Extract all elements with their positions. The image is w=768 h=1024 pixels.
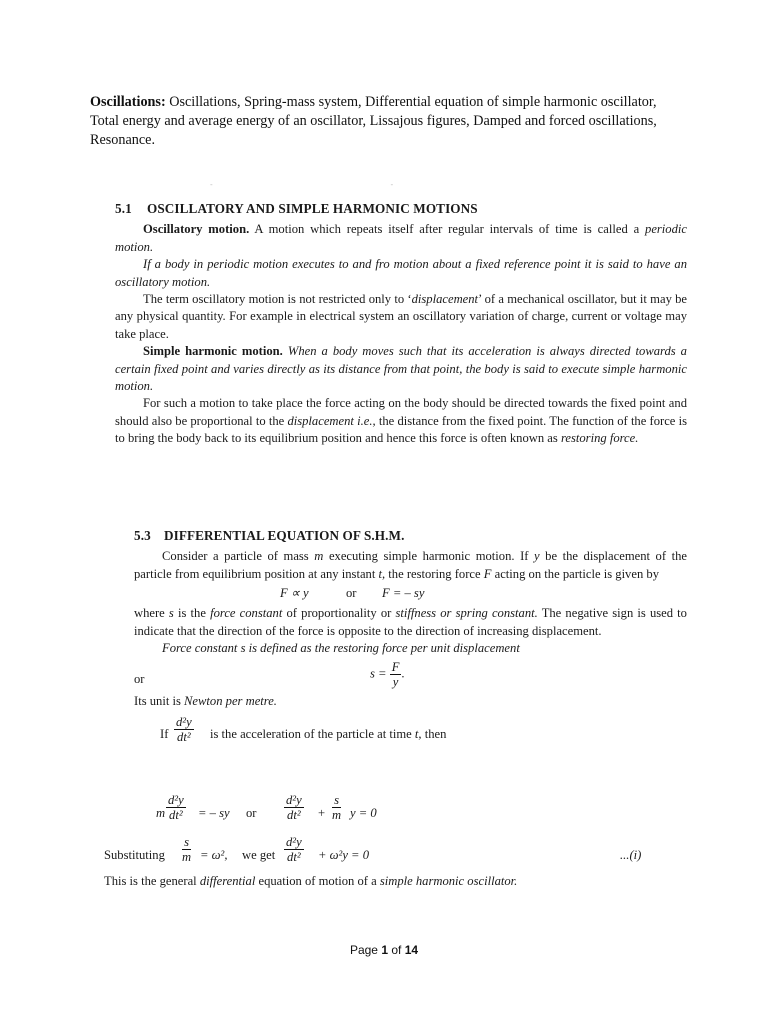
- text: the restoring force: [385, 566, 484, 581]
- scan-artifact: - -: [210, 180, 394, 189]
- text: the distance from the fixed point. The function of the force is to bring the body back to its equilibrium position and hence this force is often known as: [115, 413, 687, 446]
- line-acceleration: [134, 715, 687, 755]
- paragraph-consider: [134, 548, 687, 583]
- fraction-s-over-m: [330, 793, 343, 822]
- section-title: DIFFERENTIAL EQUATION OF S.H.M.: [164, 528, 405, 543]
- emphasis: When a body moves such that its acceleration is always directed towards a certain fixed point and varies directly as its distance from that point, the body is said to execute simple harmonic motion.: [115, 344, 687, 394]
- page-total: 14: [404, 943, 419, 957]
- s-formula: [370, 660, 405, 689]
- denominator: m: [182, 849, 192, 864]
- eq-or: or: [346, 586, 357, 601]
- fraction-s-over-m: [180, 835, 193, 864]
- denominator: dt²: [177, 729, 191, 744]
- section-title: OSCILLATORY AND SIMPLE HARMONIC MOTIONS: [147, 201, 478, 216]
- term: Oscillatory motion.: [143, 222, 250, 237]
- fraction-d2y-dt2: [284, 835, 304, 864]
- text: A motion which repeats itself after regular intervals of time is called a: [249, 222, 646, 237]
- intro-label: Oscillations:: [90, 94, 166, 110]
- sub-eq: = ω²,: [200, 847, 228, 862]
- sub-get: we get: [242, 847, 276, 862]
- paragraph-conclusion: [104, 873, 687, 890]
- numerator: F: [391, 660, 400, 675]
- page-number: 1: [381, 943, 388, 957]
- section-5-3-heading: [134, 527, 687, 544]
- text: then: [421, 726, 447, 741]
- equation-tag: ...(i): [620, 847, 642, 862]
- var: m: [314, 549, 324, 564]
- emphasis: periodic motion.: [115, 222, 687, 254]
- paragraph-force-constant-def: Force constant s is defined as the restoring force per unit displacement: [162, 641, 520, 656]
- term: Simple harmonic motion.: [143, 344, 283, 359]
- equation-s: [134, 657, 687, 693]
- fraction-d2y-dt2: [166, 793, 186, 822]
- paragraph-physical-quantity: [115, 291, 687, 343]
- sub-label: Substituting: [104, 847, 165, 862]
- text: The negative sign is used to indicate that the direction of the force is opposite to the direction of increasing displacement.: [134, 606, 687, 638]
- eq-left: F ∝ y: [280, 586, 309, 601]
- eq-right: F = – sy: [382, 586, 425, 601]
- section-5-3: [104, 527, 687, 890]
- emphasis: Newton per metre.: [184, 694, 277, 709]
- emphasis: stiffness or spring constant.: [395, 606, 538, 621]
- text: of proportionality or: [282, 606, 396, 621]
- sub-rest: + ω²y = 0: [318, 847, 369, 862]
- var: F: [483, 566, 492, 581]
- paragraph-restoring-force: [115, 395, 687, 447]
- paragraph-oscillatory-motion: [115, 221, 687, 256]
- text: equation of motion of a: [255, 873, 380, 888]
- text: executing simple harmonic motion. If: [323, 549, 535, 564]
- eq-end: y = 0: [350, 805, 377, 820]
- fraction-d2y-dt2: [174, 715, 194, 744]
- emphasis: displacement: [411, 292, 479, 307]
- equation-motion: [134, 789, 687, 835]
- var: s: [168, 606, 174, 621]
- denominator: m: [332, 807, 342, 822]
- numerator: s: [334, 792, 339, 807]
- equation-substituting: [104, 835, 687, 873]
- section-number: 5.1: [115, 201, 132, 216]
- eq-rhs: = – sy: [198, 805, 230, 820]
- denominator: dt²: [287, 807, 301, 822]
- plus: +: [318, 805, 326, 820]
- text: This is the general: [104, 873, 200, 888]
- paragraph-force-constant: [134, 605, 687, 640]
- section-number: 5.3: [134, 528, 151, 543]
- denominator: dt²: [169, 807, 183, 822]
- var: t,: [414, 726, 422, 741]
- paragraph-shm: [115, 343, 687, 395]
- fraction-f-over-y: [390, 660, 405, 690]
- text: The term oscillatory motion is not restricted only to ‘: [143, 292, 412, 307]
- section-5-1-heading: [115, 200, 687, 217]
- denominator: dt²: [287, 849, 301, 864]
- numerator: d²y: [168, 792, 184, 807]
- text: is the: [173, 606, 211, 621]
- var: y: [534, 549, 540, 564]
- text: acting on the particle is given by: [491, 566, 659, 581]
- var: t,: [378, 566, 386, 581]
- text: Consider a particle of mass: [162, 549, 315, 564]
- numerator: d²y: [286, 834, 302, 849]
- if-label: If: [160, 726, 169, 741]
- text: For such a motion to take place the force acting on the body should be directed towards the fixed point and should also be proportional to the: [115, 396, 687, 428]
- emphasis: restoring force.: [560, 431, 639, 446]
- emphasis: force constant: [210, 606, 283, 621]
- acceleration-text: [210, 726, 446, 743]
- numerator: s: [184, 834, 189, 849]
- dot: .: [401, 666, 405, 681]
- denominator: y: [392, 675, 399, 690]
- page-footer: [0, 943, 768, 957]
- page-word: Page: [349, 943, 378, 957]
- var-m: m: [156, 805, 166, 820]
- text: ’ of a mechanical oscillator, but it may be any physical quantity. For example in electrical system an oscillatory variation of charge, current or voltage may take place.: [115, 292, 688, 341]
- emphasis: displacement i.e.,: [287, 413, 376, 428]
- text: is the acceleration of the particle at time: [210, 726, 415, 741]
- intro-text: Oscillations, Spring-mass system, Differential equation of simple harmonic oscillator, Total energy and average energy of an oscillator, Lissajous figures, Damped and forced oscillations, Resonance.: [90, 94, 657, 148]
- emphasis: simple harmonic oscillator.: [379, 873, 518, 888]
- s-eq: s =: [370, 666, 387, 681]
- text: Its unit is: [134, 694, 185, 709]
- emphasis: differential: [199, 873, 256, 888]
- equation-force: [134, 583, 687, 605]
- paragraph-definition: If a body in periodic motion executes to and fro motion about a fixed reference point it is said to have an oscillatory motion.: [115, 257, 687, 289]
- paragraph-unit: [134, 693, 687, 710]
- intro-paragraph: [90, 93, 670, 150]
- of-word: of: [391, 943, 402, 957]
- text: be the displacement of the particle from equilibrium position at any instant: [134, 549, 687, 581]
- section-5-1: [115, 200, 687, 448]
- or-label: or: [134, 672, 145, 687]
- eq-or: or: [246, 805, 257, 820]
- numerator: d²y: [176, 714, 192, 729]
- fraction-d2y-dt2: [284, 793, 304, 822]
- text: where: [134, 606, 169, 621]
- numerator: d²y: [286, 792, 302, 807]
